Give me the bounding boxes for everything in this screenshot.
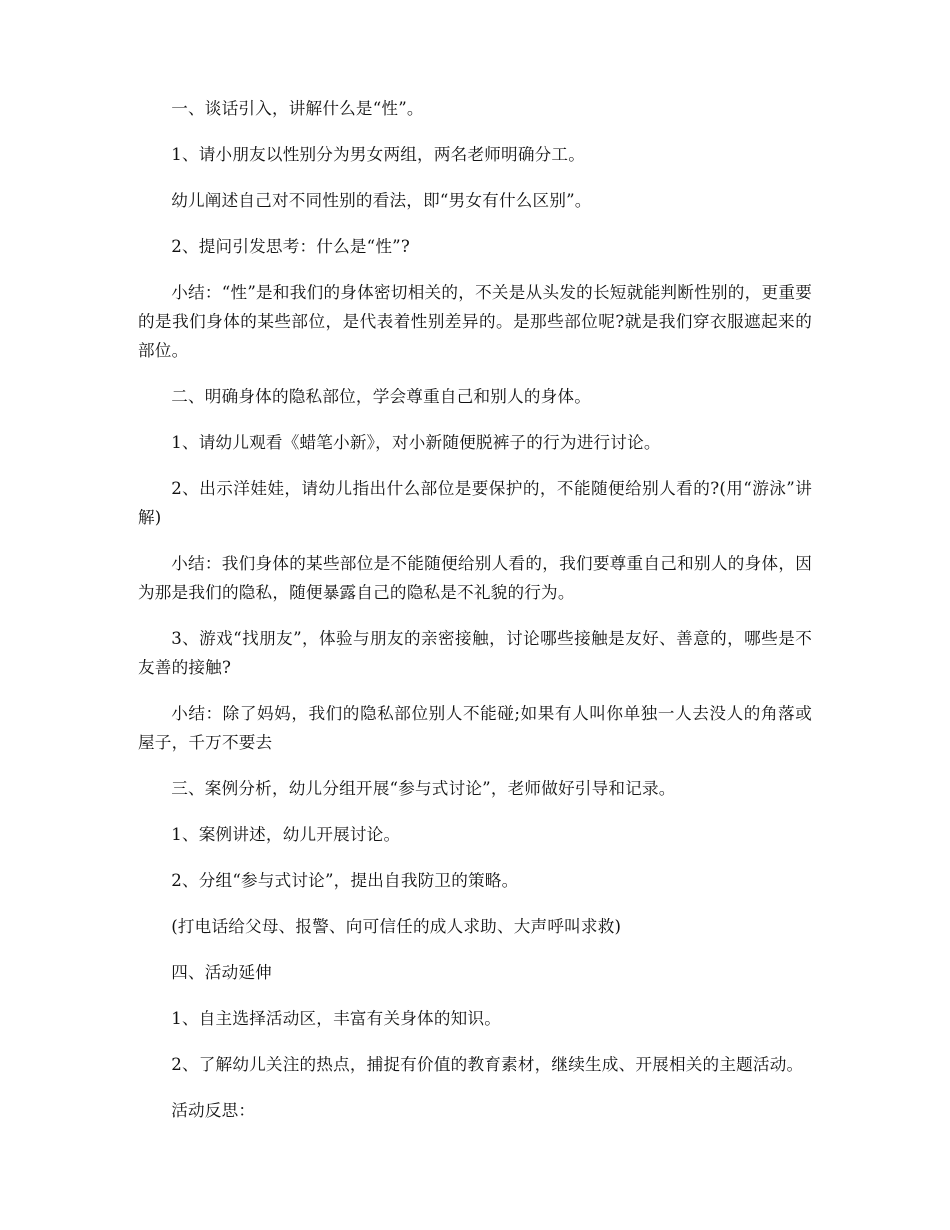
summary-paragraph: 小结：我们身体的某些部位是不能随便给别人看的，我们要尊重自己和别人的身体，因为那是我们的隐私，随便暴露自己的隐私是不礼貌的行为。 <box>138 554 812 602</box>
paragraph: 1、请幼儿观看《蜡笔小新》，对小新随便脱裤子的行为进行讨论。 <box>171 433 661 452</box>
section-heading-3: 三、案例分析，幼儿分组开展“参与式讨论”，老师做好引导和记录。 <box>171 779 676 798</box>
section-heading-1: 一、谈话引入，讲解什么是“性”。 <box>171 99 424 118</box>
paragraph: 3、游戏“找朋友”，体验与朋友的亲密接触，讨论哪些接触是友好、善意的，哪些是不友善的接触? <box>138 629 812 677</box>
paragraph: 1、自主选择活动区，丰富有关身体的知识。 <box>171 1009 502 1028</box>
reflection-heading: 活动反思： <box>171 1101 256 1120</box>
document-body <box>138 94 812 1142</box>
paragraph: 2、了解幼儿关注的热点，捕捉有价值的教育素材，继续生成、开展相关的主题活动。 <box>171 1055 804 1074</box>
paragraph: 1、案例讲述，幼儿开展讨论。 <box>171 825 401 844</box>
section-heading-4: 四、活动延伸 <box>171 963 272 982</box>
section-heading-2: 二、明确身体的隐私部位，学会尊重自己和别人的身体。 <box>171 387 592 406</box>
paragraph: 2、分组“参与式讨论”，提出自我防卫的策略。 <box>171 871 519 890</box>
summary-paragraph: 小结：“性”是和我们的身体密切相关的，不关是从头发的长短就能判断性别的，更重要的是我们身体的某些部位，是代表着性别差异的。是那些部位呢?就是我们穿衣服遮起来的部位。 <box>138 283 812 360</box>
paragraph: 2、提问引发思考：什么是“性”? <box>171 237 410 256</box>
paragraph: 幼儿阐述自己对不同性别的看法，即“男女有什么区别”。 <box>171 191 592 210</box>
paragraph: 2、出示洋娃娃，请幼儿指出什么部位是要保护的，不能随便给别人看的?(用“游泳”讲解) <box>138 479 812 527</box>
paragraph: (打电话给父母、报警、向可信任的成人求助、大声呼叫求救) <box>171 917 622 936</box>
summary-paragraph: 小结：除了妈妈，我们的隐私部位别人不能碰;如果有人叫你单独一人去没人的角落或屋子，千万不要去 <box>138 704 812 752</box>
paragraph: 1、请小朋友以性别分为男女两组，两名老师明确分工。 <box>171 145 585 164</box>
